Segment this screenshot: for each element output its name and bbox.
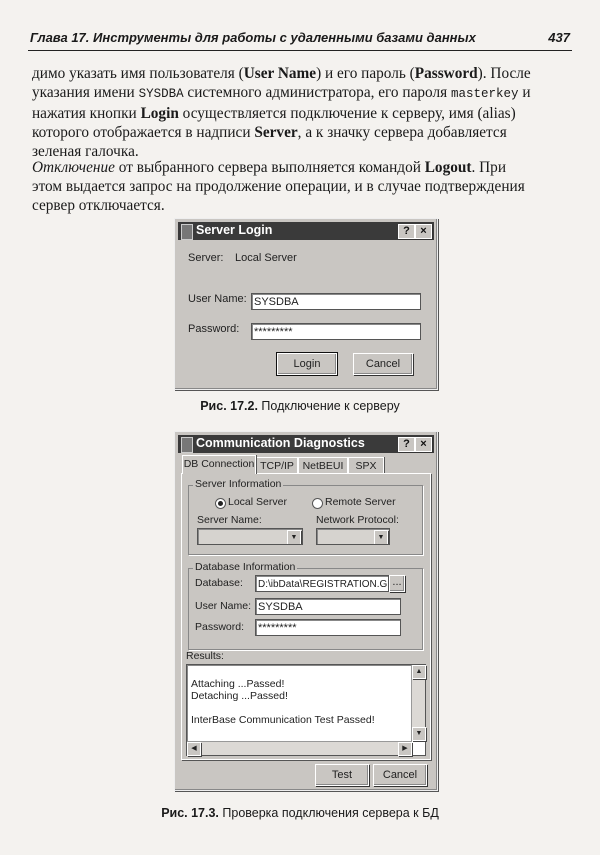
cancel-button[interactable]: Cancel xyxy=(373,764,427,786)
password-label: Password: xyxy=(195,621,245,633)
window-app-icon xyxy=(181,437,193,453)
test-button[interactable]: Test xyxy=(315,764,369,786)
scroll-right-icon[interactable]: ▶ xyxy=(398,742,412,756)
tab-tcpip[interactable]: TCP/IP xyxy=(256,457,298,474)
result-line: Attaching ...Passed! xyxy=(191,678,285,690)
user-name-label: User Name: xyxy=(195,600,252,612)
scroll-up-icon[interactable]: ▲ xyxy=(412,665,426,679)
help-button[interactable]: ? xyxy=(398,437,415,452)
close-button[interactable]: × xyxy=(415,437,432,452)
tab-netbeui[interactable]: NetBEUI xyxy=(298,457,348,474)
tab-strip xyxy=(182,457,422,473)
user-name-label: User Name: xyxy=(188,293,247,305)
figure-caption-17-3: Рис. 17.3. Проверка подключения сервера к БД xyxy=(161,806,439,820)
password-input[interactable]: ********* xyxy=(251,323,421,340)
server-login-dialog xyxy=(174,218,438,390)
server-label: Server: xyxy=(188,252,224,264)
help-button[interactable]: ? xyxy=(398,224,415,239)
login-button[interactable]: Login xyxy=(277,353,337,375)
user-name-input[interactable]: SYSDBA xyxy=(251,293,421,310)
tab-db-connection[interactable]: DB Connection xyxy=(182,455,256,474)
close-button[interactable]: × xyxy=(415,224,432,239)
scroll-left-icon[interactable]: ◀ xyxy=(187,742,201,756)
horizontal-scrollbar[interactable] xyxy=(187,741,412,755)
results-label: Results: xyxy=(186,650,224,662)
browse-button[interactable]: ... xyxy=(389,575,405,592)
remote-server-radio[interactable] xyxy=(312,498,323,509)
vertical-scrollbar[interactable] xyxy=(411,665,425,741)
password-input[interactable]: ********* xyxy=(255,619,401,636)
chapter-title: Глава 17. Инструменты для работы с удаленными базами данных xyxy=(30,30,476,45)
login-title: Server Login xyxy=(196,223,273,237)
figure-caption-17-2: Рис. 17.2. Подключение к серверу xyxy=(200,399,400,413)
result-line: InterBase Communication Test Passed! xyxy=(191,714,375,726)
diag-title: Communication Diagnostics xyxy=(196,436,365,450)
server-name-label: Server Name: xyxy=(197,514,262,526)
tab-spx[interactable]: SPX xyxy=(348,457,384,474)
user-name-input[interactable]: SYSDBA xyxy=(255,598,401,615)
chevron-down-icon[interactable]: ▼ xyxy=(374,530,388,545)
server-name-select[interactable] xyxy=(197,528,303,545)
server-information-title: Server Information xyxy=(195,478,282,490)
chevron-down-icon[interactable]: ▼ xyxy=(287,530,301,545)
scroll-down-icon[interactable]: ▼ xyxy=(412,727,426,741)
local-server-radio[interactable] xyxy=(215,498,226,509)
database-information-title: Database Information xyxy=(195,561,296,573)
network-protocol-select[interactable] xyxy=(316,528,390,545)
database-label: Database: xyxy=(195,577,243,589)
password-label: Password: xyxy=(188,323,240,335)
paragraph-2: Отключение от выбранного сервера выполняется командой Logout. При этом выдается запрос на продолжение операции, и в случае подтверждения сервер отключается. xyxy=(32,159,525,214)
local-server-label: Local Server xyxy=(228,496,287,508)
network-protocol-label: Network Protocol: xyxy=(316,514,399,526)
server-value: Local Server xyxy=(235,252,297,264)
page-number: 437 xyxy=(548,30,570,45)
diag-titlebar xyxy=(178,435,434,453)
cancel-button[interactable]: Cancel xyxy=(353,353,413,375)
results-box[interactable] xyxy=(186,664,426,756)
window-app-icon xyxy=(181,224,193,240)
login-titlebar xyxy=(178,222,434,240)
paragraph-1: димо указать имя пользователя (User Name) и его пароль (Password). После указания имени SYSDBA системного администратора, его пароля masterkey и нажатия кнопки Login осуществляется подключение к серверу, имя (alias) которого отображается в надписи Server, а к значку сервера добавляется зеленая галочка. xyxy=(32,65,531,160)
remote-server-label: Remote Server xyxy=(325,496,396,508)
result-line: Detaching ...Passed! xyxy=(191,690,288,702)
running-header xyxy=(28,28,572,51)
database-input[interactable]: D:\ibData\REGISTRATION.G xyxy=(255,575,389,592)
communication-diagnostics-dialog xyxy=(174,431,438,791)
